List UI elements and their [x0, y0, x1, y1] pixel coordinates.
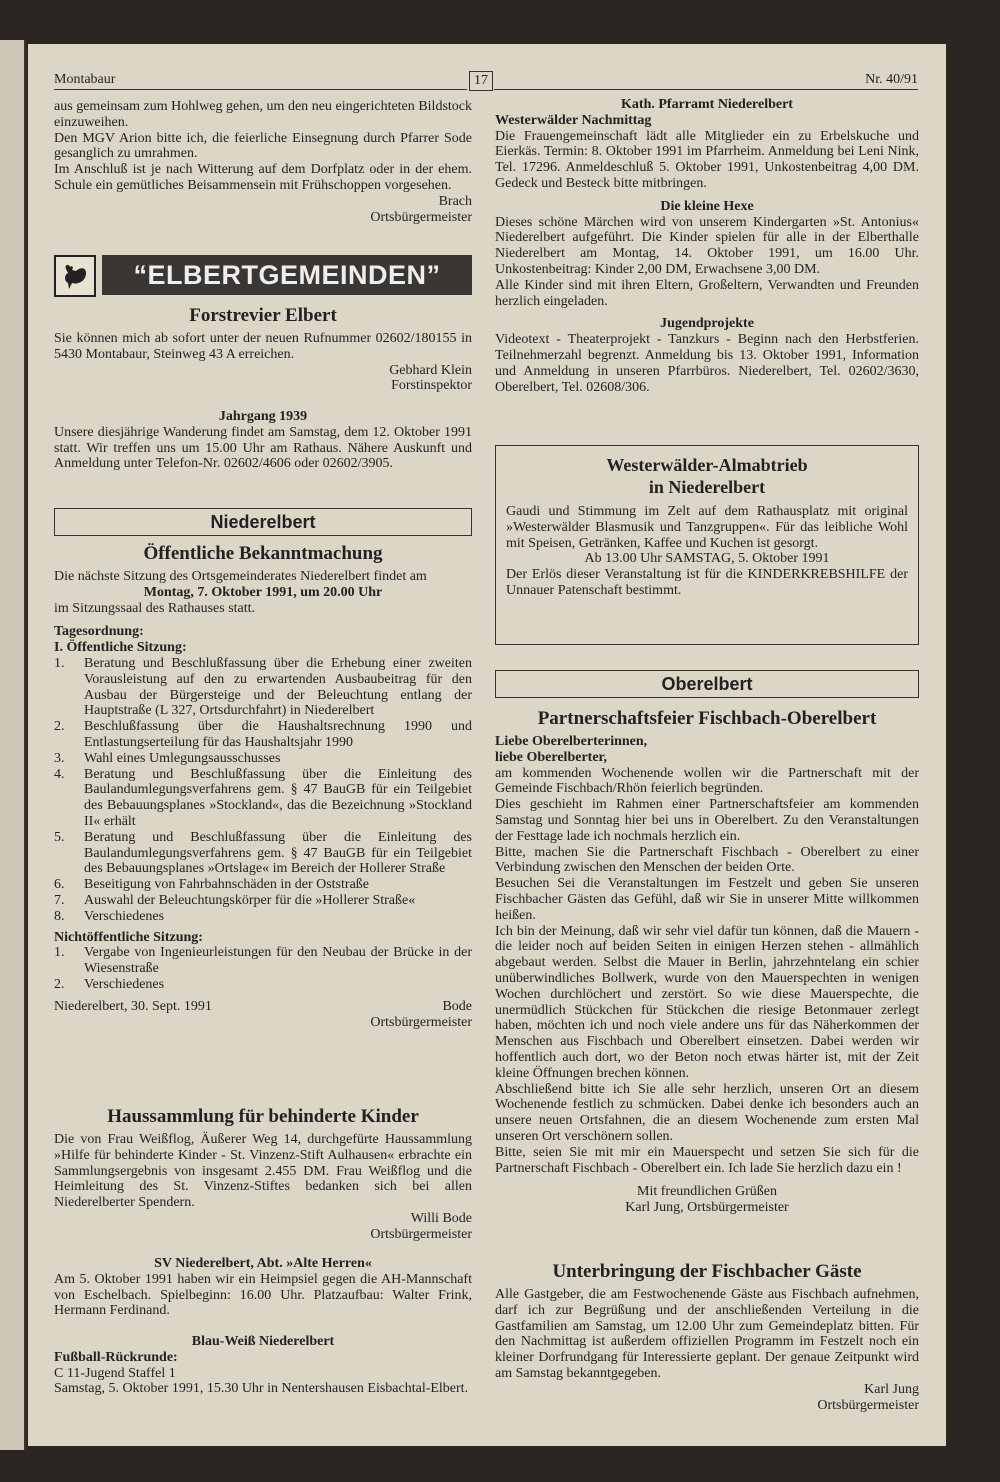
bekanntmachung-article	[54, 543, 472, 1030]
paragraph: Bitte, seien Sie mit mir ein Mauerspecht und setzen Sie sich für die Partnerschaft Fischbach - Oberelbert ein. Ich lade Sie herzlich dazu ein !	[495, 1144, 919, 1176]
paragraph: Den MGV Arion bitte ich, die feierliche Einsegnung durch Pfarrer Sode gesanglich zu umrahmen.	[54, 130, 472, 162]
signature-title: Ortsbürgermeister	[370, 209, 472, 225]
agenda-item	[54, 877, 472, 893]
item-text: Wahl eines Umlegungsausschusses	[84, 750, 281, 766]
paragraph: Gaudi und Stimmung im Zelt auf dem Rathausplatz mit original »Westerwälder Blasmusik und Tanzgruppen«. Für das leibliche Wohl mit Speisen, Getränken, Kaffee und Kuchen ist gesorgt.	[506, 504, 908, 551]
paragraph: Am 5. Oktober 1991 haben wir ein Heimpsiel gegen die AH-Mannschaft von Eschelbach. Spielbeginn: 16.00 Uhr. Platzaufbau: Walter Frink, Hermann Ferdinand.	[54, 1271, 472, 1319]
page-number: 17	[469, 71, 493, 91]
agenda-label: Tagesordnung:	[54, 624, 144, 640]
almabtrieb-box	[495, 445, 919, 645]
item-number: 6.	[54, 877, 65, 893]
item-number: 2.	[54, 719, 65, 735]
paragraph: Alle Kinder sind mit ihren Eltern, Großeltern, Verwandten und Freunden herzlich eingeladen.	[495, 277, 919, 309]
dateline: Niederelbert, 30. Sept. 1991	[54, 998, 212, 1014]
haussammlung-article	[54, 1106, 472, 1243]
item-text: Beseitigung von Fahrbahnschäden in der Oststraße	[84, 877, 369, 893]
item-number: 7.	[54, 892, 65, 908]
signature-name: Gebhard Klein	[389, 362, 472, 378]
item-number: 8.	[54, 908, 65, 924]
article-title: Blau-Weiß Niederelbert	[191, 1334, 335, 1349]
section-banner	[54, 255, 472, 297]
signature-name: Willi Bode	[410, 1210, 472, 1226]
article-title: Unterbringung der Fischbacher Gäste	[552, 1261, 862, 1282]
signature-name: Bode	[442, 998, 472, 1014]
item-text: Beratung und Beschlußfassung über die Erhebung einer zweiten Vorausleistung auf den zu erwartenden Ausbaubeitrag für den Ausbau der Bürgersteige und der Beleuchtung entlang der Hauptstraße (L 327, Ortsdurchfahrt) in Niederelbert	[84, 655, 472, 719]
letter-body	[495, 766, 919, 1177]
left-column	[54, 0, 472, 1482]
agenda-item	[54, 893, 472, 909]
paragraph: Alle Gastgeber, die am Festwochenende Gäste aus Fischbach aufnehmen, darf ich zur Begrüßung und der anschließenden Verteilung in die Gastfamilien am Samstag, um 12.00 Uhr zum Gemeindeplatz bitten. Für den Nachmittag ist außerdem offiziellen Programm im Festzelt noch ein kleiner Dorfrundgang für Interessierte geplant. Der genaue Zeitpunkt wird am Samstag bekanntgegeben.	[495, 1287, 919, 1381]
paragraph: im Sitzungssaal des Rathauses statt.	[54, 600, 256, 616]
agenda-item	[54, 830, 472, 877]
item-text: Verschiedenes	[84, 908, 165, 924]
article-title: SV Niederelbert, Abt. »Alte Herren«	[154, 1256, 372, 1271]
article-title: Jahrgang 1939	[218, 409, 308, 424]
paragraph: Sie können mich ab sofort unter der neuen Rufnummer 02602/180155 in 5430 Montabaur, Steinweg 43 A erreichen.	[54, 331, 472, 362]
jahrgang-article	[54, 409, 472, 472]
paragraph: Dieses schöne Märchen wird von unserem Kindergarten »St. Antonius« Niederelbert aufgeführt. Die Kinder spielen für alle in der Elberthalle Niederelbert am Montag, 14. Oktober 1991, um 16.00 Uhr. Unkostenbeitrag: Kinder 2,00 DM, Erwachsene 3,00 DM.	[495, 214, 919, 277]
signature-name: Karl Jung	[864, 1381, 919, 1397]
agenda-item	[54, 977, 472, 993]
subtitle: Fußball-Rückrunde:	[54, 1349, 178, 1365]
paragraph: Bitte, machen Sie die Partnerschaft Fischbach - Oberelbert zu einer Verbindung zwischen den Menschen der beiden Orte.	[495, 844, 919, 876]
unterbringung-article	[495, 1261, 919, 1413]
section-header-oberelbert: Oberelbert	[495, 670, 919, 698]
paragraph: Die nächste Sitzung des Ortsgemeinderates Niederelbert findet am	[54, 569, 427, 584]
agenda-item	[54, 719, 472, 751]
paragraph: Der Erlös dieser Veranstaltung ist für die KINDERKREBSHILFE der Unnauer Patenschaft bestimmt.	[506, 567, 908, 598]
article-title: Öffentliche Bekanntmachung	[143, 543, 383, 564]
meeting-date: Montag, 7. Oktober 1991, um 20.00 Uhr	[143, 584, 383, 600]
signature-name: Brach	[438, 193, 472, 209]
paragraph: Abschließend bitte ich Sie alle sehr herzlich, unseren Ort an diesem Wochenende festlich zu schmücken. Dabei denke ich besonders auch an unsere neuen Ortsfahnen, die an diesem Wochenende zum ersten Mal unseren Ort verschönern sollen.	[495, 1081, 919, 1144]
signature-title: Ortsbürgermeister	[817, 1397, 919, 1413]
signature-title: Forstinspektor	[391, 378, 472, 394]
intro-article	[54, 99, 472, 225]
paragraph: Besuchen Sei die Veranstaltungen im Festzelt und geben Sie unseren Fischbacher Gästen das Gefühl, daß wir Sie in unserer Mitte willkommen heißen.	[495, 876, 919, 923]
forstrevier-article	[54, 305, 472, 394]
blauweiss-article	[54, 1334, 472, 1397]
issue-number: Nr. 40/91	[865, 72, 918, 87]
item-text: Vergabe von Ingenieurleistungen für den Neubau der Brücke in der Wiesenstraße	[84, 945, 472, 977]
paragraph: aus gemeinsam zum Hohlweg gehen, um den neu eingerichteten Bildstock einzuweihen.	[54, 99, 472, 130]
paragraph: Samstag, 5. Oktober 1991, 15.30 Uhr in Nentershausen Eisbachtal-Elbert.	[54, 1381, 469, 1397]
section-header-niederelbert: Niederelbert	[54, 508, 472, 536]
signature-title: Ortsbürgermeister	[370, 1014, 472, 1030]
item-number: 2.	[54, 976, 65, 992]
item-number: 3.	[54, 750, 65, 766]
item-text: Auswahl der Beleuchtungskörper für die »Hollerer Straße«	[84, 892, 416, 908]
agenda-item	[54, 945, 472, 977]
article-title: Die kleine Hexe	[660, 198, 754, 214]
paragraph: C 11-Jugend Staffel 1	[54, 1365, 176, 1381]
item-number: 5.	[54, 829, 65, 845]
kath-article	[495, 97, 919, 395]
item-text: Beratung und Beschlußfassung über die Einleitung des Baulandumlegungsverfahrens gem. § 47 BauGB für ein Teilgebiet des Bebauungsplanes »Ortslage« im Bereich der Hollerer Straße	[84, 829, 472, 877]
private-session-label: Nichtöffentliche Sitzung:	[54, 929, 203, 945]
paragraph: Im Anschluß ist je nach Witterung auf dem Dorfplatz oder in der ehem. Schule ein gemütliches Beisammensein mit Frühschoppen vorgesehen.	[54, 162, 472, 193]
greeting: Liebe Oberelberterinnen,	[495, 734, 648, 749]
paragraph: Die Frauengemeinschaft lädt alle Mitglieder ein zu Erbelskuche und Eierkäs. Termin: 8. Oktober 1991 im Pfarrheim. Anmeldung bei Leni Nink, Tel. 17296. Anmeldeschluß 5. Oktober 1991, Unkostenbeitrag 4,00 DM. Gedeck und Besteck bitte mitbringen.	[495, 128, 919, 191]
paragraph: Ich bin der Meinung, daß wir sehr viel dafür tun können, daß die Mauern - die leider noch auf beiden Seiten in einigen Herzen stehen - allmählich abgebaut werden. Selbst die Mauer in Berlin, jahrzehntelang ein schier unüberwindliches Bollwerk, wurde von den Mauerspechten in wenigen Wochen durchlöchert und zerstört. So wie diese Mauerspechte, die unermüdlich Stückchen für Stückchen die riesige Betonmauer zerlegt haben, möchten ich und noch viele andere uns für das Näherkommen der Menschen aus Fischbach und Oberelbert einsetzen. Dabei werden wir hoffentlich auch dort, wo der Beton noch etwas härter ist, mit der Zeit kleine Öffnungen brechen können.	[495, 923, 919, 1081]
greeting: liebe Oberelberter,	[495, 749, 607, 765]
signature: Karl Jung, Ortsbürgermeister	[625, 1200, 789, 1216]
item-text: Verschiedenes	[84, 976, 165, 992]
event-time: Ab 13.00 Uhr SAMSTAG, 5. Oktober 1991	[584, 551, 830, 567]
item-number: 1.	[54, 655, 65, 671]
agenda-item	[54, 909, 472, 925]
agenda-item	[54, 656, 472, 719]
sv-article	[54, 1256, 472, 1319]
rooster-icon	[54, 255, 96, 297]
banner-title: “ELBERTGEMEINDEN”	[102, 255, 472, 295]
adjacent-page-edge	[0, 40, 26, 1450]
closing: Mit freundlichen Grüßen	[637, 1184, 777, 1200]
article-title: Partnerschaftsfeier Fischbach-Oberelbert	[537, 708, 877, 729]
item-number: 1.	[54, 945, 65, 961]
agenda-item	[54, 767, 472, 830]
signature-title: Ortsbürgermeister	[370, 1226, 472, 1242]
header-location: Montabaur	[54, 72, 116, 87]
item-number: 4.	[54, 766, 65, 782]
article-title: Forstrevier Elbert	[189, 305, 337, 326]
right-column	[495, 0, 919, 1482]
article-title: Jugendprojekte	[660, 316, 754, 332]
paragraph: Die von Frau Weißflog, Äußerer Weg 14, durchgefürte Haussammlung »Hilfe für behinderte Kinder - St. Vinzenz-Stift Aulhausen« erbrachte ein Sammlungsergebnis von insgesamt 2.455 DM. Frau Weißflog und die Heimleitung des St. Vinzenz-Stiftes bedanken sich bei allen Niederelberter Spendern.	[54, 1132, 472, 1211]
agenda-item	[54, 751, 472, 767]
public-agenda-list	[54, 656, 472, 925]
paragraph: Unsere diesjährige Wanderung findet am Samstag, dem 12. Oktober 1991 statt. Wir treffen uns um 15.00 Uhr am Rathaus. Nähere Auskunft und Anmeldung unter Telefon-Nr. 02602/4606 oder 02602/3905.	[54, 424, 472, 472]
box-title: Westerwälder-Almabtrieb in Niederelbert	[606, 455, 808, 497]
subtitle: Westerwälder Nachmittag	[495, 112, 652, 128]
paragraph: Dies geschieht im Rahmen einer Partnerschaftsfeier am kommenden Samstag und Sonntag hier bei uns in Oberelbert. Zu den Veranstaltungen der Festtage lade ich nochmals herzlich ein.	[495, 797, 919, 844]
partnerschaft-article	[495, 708, 919, 1216]
article-title: Kath. Pfarramt Niederelbert	[621, 97, 793, 112]
paragraph: am kommenden Wochenende wollen wir die Partnerschaft mit der Gemeinde Fischbach/Rhön feierlich begründen.	[495, 765, 919, 797]
item-text: Beschlußfassung über die Haushaltsrechnung 1990 und Entlastungserteilung für das Haushaltsjahr 1990	[84, 719, 472, 750]
paragraph: Videotext - Theaterprojekt - Tanzkurs - Beginn nach den Herbstferien. Teilnehmerzahl begrenzt. Anmeldung bis 13. Oktober 1991, Information und Anmeldung in unseren Pfarrbüros. Niederelbert, Tel. 02602/3630, Oberelbert, Tel. 02608/306.	[495, 332, 919, 395]
article-title: Haussammlung für behinderte Kinder	[107, 1106, 419, 1127]
item-text: Beratung und Beschlußfassung über die Einleitung des Baulandumlegungsverfahrens gem. § 47 BauGB für ein Teilgebiet des Bebauungsplanes »Stockland«, das die Bezeichnung »Stockland II« erhält	[84, 766, 472, 829]
public-session-label: I. Öffentliche Sitzung:	[54, 640, 187, 656]
private-agenda-list	[54, 945, 472, 992]
